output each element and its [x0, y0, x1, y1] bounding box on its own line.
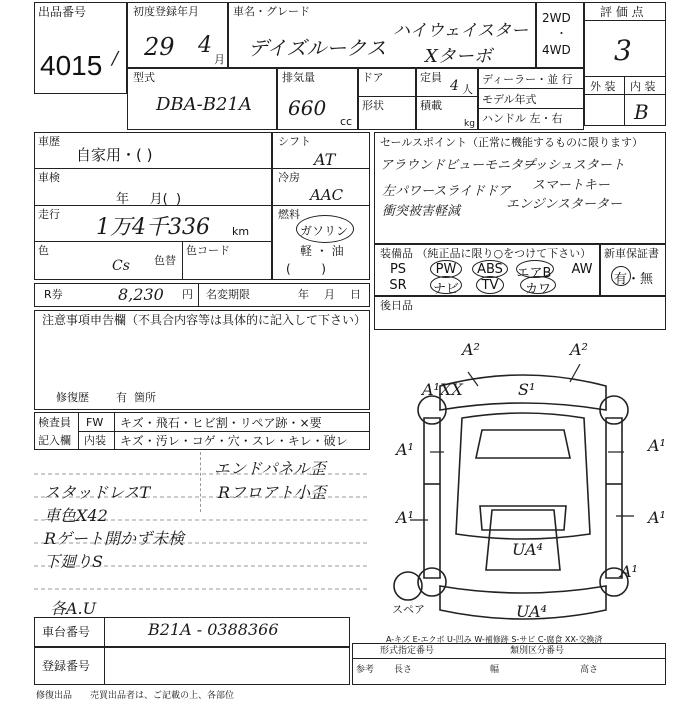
dealer-label: ディーラー・並 行	[482, 73, 573, 86]
history-value: 自家用・( )	[76, 146, 153, 164]
reg-label: 初度登録年月	[133, 5, 199, 18]
footer-text: 売買出品者は、ご記載の上、各部位	[90, 691, 235, 701]
remark-1: スタッドレスT	[44, 483, 151, 502]
mark-a1-right-low: A¹	[620, 562, 638, 581]
ac-value: AAC	[310, 186, 344, 204]
fw-label: FW	[86, 416, 104, 429]
recycle-value: 8,230	[118, 285, 164, 304]
equip-leather: カワ	[524, 282, 551, 297]
lot-tick: /	[112, 48, 119, 69]
shift-sep1	[272, 168, 370, 169]
mark-a1-right-top: A¹	[648, 436, 666, 455]
shift-label: シフト	[278, 135, 311, 148]
reg-no-label: 登録番号	[42, 659, 91, 673]
recycle-label: R券	[44, 288, 63, 301]
remark-right-2: Rフロアト小歪	[218, 483, 327, 502]
nc-month: 月	[324, 288, 335, 301]
mark-a1-right-mid: A¹	[648, 508, 666, 527]
reg-year: 29	[144, 33, 175, 61]
fuel-circle	[296, 215, 354, 243]
hist-sep1	[34, 168, 272, 169]
fuel-paren: ( )	[286, 262, 326, 276]
shape-label: 形状	[362, 99, 384, 112]
reg-vsep	[104, 647, 105, 685]
insp-vsep2	[114, 412, 115, 450]
inspect-value: 年 月( )	[116, 192, 182, 207]
door-label: ドア	[362, 71, 384, 84]
inspect-label: 車検	[38, 171, 60, 184]
seats-label: 定員	[420, 71, 442, 84]
sales-point-2: プッシュスタート	[522, 158, 625, 173]
nc-year: 年	[298, 288, 309, 301]
lot-label: 出品番号	[38, 5, 87, 19]
remarks-vsep	[200, 452, 201, 512]
mark-a1-left-top: A¹	[396, 440, 414, 459]
insp-hsep	[78, 431, 370, 432]
hist-vsep	[182, 241, 183, 280]
legend-height: 高さ	[580, 665, 599, 675]
remark-3: Rゲート開かず未検	[44, 529, 185, 548]
color-label: 色	[38, 244, 49, 257]
history-label: 車歴	[38, 135, 60, 148]
load-label: 積載	[420, 99, 442, 112]
chassis-value: B21A - 0388366	[148, 620, 279, 639]
mark-a2-right: A²	[570, 340, 588, 359]
seat-sep	[416, 96, 478, 97]
newcar-label: 新車保証書	[604, 247, 659, 260]
drive-4wd: 4WD	[542, 43, 571, 57]
sales-point-1: アラウンドビューモニター	[380, 158, 537, 173]
car-name: デイズルークス	[248, 36, 387, 60]
fuel-label: 燃料	[278, 208, 300, 221]
shift-sep2	[272, 205, 370, 206]
mark-ua4-rear: UA⁴	[512, 540, 543, 559]
grade-1: ハイウェイスター	[393, 21, 529, 41]
legend-length: 長さ	[394, 665, 413, 675]
sales-point-6: エンジンスターター	[506, 197, 622, 212]
legend-sep	[352, 658, 666, 659]
mileage-value: 1万4千336	[96, 215, 210, 240]
load-unit: kg	[464, 119, 475, 129]
later-label: 後日品	[380, 299, 413, 312]
int-label: 内 装	[630, 80, 656, 93]
eval-score: 3	[614, 34, 632, 67]
legend-width: 幅	[490, 665, 500, 675]
notes-label: 注意事項申告欄（不具合内容等は具体的に記入して下さい）	[42, 313, 367, 327]
shift-value: AT	[314, 150, 336, 169]
remark-5: 各A.U	[50, 599, 97, 618]
equip-abs: ABS	[477, 262, 503, 277]
footer-label: 修復出品	[36, 691, 73, 701]
eval-sep1	[584, 20, 666, 21]
hist-sep2	[34, 205, 272, 206]
recycle-vsep	[198, 283, 199, 307]
newcar-value: 有・無	[614, 272, 654, 287]
legend-class: 類別区分番号	[510, 646, 565, 656]
fuel-gas: ガソリン	[300, 224, 349, 238]
model-label: 型式	[133, 71, 155, 84]
sales-point-4: 左パワースライドドア	[382, 184, 511, 199]
hist-sep3	[34, 241, 272, 242]
disp-label: 排気量	[282, 71, 315, 84]
sales-label: セールスポイント（正常に機能するものに限ります）	[380, 136, 644, 149]
newcar-circle	[611, 266, 631, 286]
legend-type: 形式指定番号	[380, 646, 435, 656]
mark-a2-left: A²	[462, 340, 480, 359]
sales-point-3: スマートキー	[532, 178, 610, 193]
entry-label: 記入欄	[38, 434, 71, 447]
leather-circle	[520, 276, 556, 294]
color-no-label: 色コード	[186, 244, 230, 257]
door-sep	[358, 96, 416, 97]
remark-4: 下廻りS	[44, 552, 103, 571]
reg-month: 4	[198, 33, 212, 58]
disp-value: 660	[288, 96, 327, 120]
recycle-unit: 円	[182, 288, 193, 301]
legend-ref: 参考	[356, 665, 375, 675]
equip-ps: PS	[389, 262, 407, 277]
recycle-box	[34, 283, 370, 307]
eval-sep2	[584, 76, 666, 77]
equip-pw: PW	[435, 262, 457, 277]
nc-day: 日	[350, 288, 361, 301]
tv-circle	[476, 276, 504, 294]
drive-dot: ・	[556, 27, 567, 40]
remark-right-1: エンドパネル歪	[214, 459, 326, 478]
drive-2wd: 2WD	[542, 11, 571, 25]
equip-aw: AW	[571, 262, 593, 277]
eval-sep3	[584, 94, 666, 95]
repair-value: 有 箇所	[116, 391, 156, 404]
lot-number: 4015	[40, 50, 103, 81]
equip-sr: SR	[389, 278, 407, 293]
int-score: B	[634, 100, 649, 124]
grade-2: Xターボ	[425, 46, 492, 67]
dealer-sep1	[478, 88, 584, 89]
insp-label: 検査員	[38, 416, 71, 429]
eval-vsep	[624, 76, 625, 126]
month-unit: 月	[214, 53, 225, 66]
ext-label: 外 装	[590, 80, 616, 93]
model-year-label: モデル年式	[482, 93, 537, 106]
int-col-label: 内装	[84, 434, 106, 447]
chassis-vsep	[104, 617, 105, 647]
disp-unit: cc	[340, 115, 353, 128]
seats-value: 4	[450, 78, 459, 94]
recolor-label: 色替	[154, 254, 176, 267]
fuel-diesel: 軽 ・ 油	[300, 244, 344, 258]
repair-label: 修復歴	[56, 391, 89, 404]
remark-2: 車色X42	[44, 506, 108, 525]
mark-a1-left-mid: A¹	[396, 508, 414, 527]
equip-label: 装備品 （純正品に限り○をつけて下さい）	[380, 247, 592, 260]
ac-label: 冷房	[278, 171, 300, 184]
dealer-sep2	[478, 108, 584, 109]
eval-label: 評 価 点	[600, 5, 644, 19]
legend-line: A-キズ E-エクボ U-凹み W-補修跡 S-サビ C-腐食 XX-交換済	[386, 635, 603, 644]
handle-label: ハンドル 左・右	[482, 112, 563, 125]
mark-ua4-bumper: UA⁴	[516, 602, 547, 621]
km-unit: km	[232, 225, 250, 238]
mark-a1xx: A¹XX	[422, 380, 463, 399]
model-value: DBA-B21A	[156, 94, 252, 115]
mileage-label: 走行	[38, 208, 60, 221]
equip-airbag: エアB	[516, 266, 552, 281]
name-label: 車名・グレード	[233, 5, 310, 18]
name-change-label: 名変期限	[206, 288, 250, 301]
fw-items: キズ・飛石・ヒビ割・リペア跡・×要	[120, 416, 322, 430]
sales-point-5: 衝突被害軽減	[382, 204, 461, 219]
equip-tv: TV	[481, 278, 499, 293]
equip-navi: ナビ	[432, 282, 459, 297]
chassis-label: 車台番号	[42, 625, 91, 639]
int-items: キズ・汚レ・コゲ・穴・スレ・キレ・破レ	[120, 434, 348, 448]
mark-s1: S¹	[518, 380, 536, 399]
navi-circle	[430, 276, 462, 294]
car-diagram	[380, 334, 666, 630]
seats-unit: 人	[462, 83, 473, 96]
later-box	[374, 296, 666, 330]
color-value: Cs	[112, 258, 130, 274]
spare-label: スペア	[392, 603, 425, 616]
